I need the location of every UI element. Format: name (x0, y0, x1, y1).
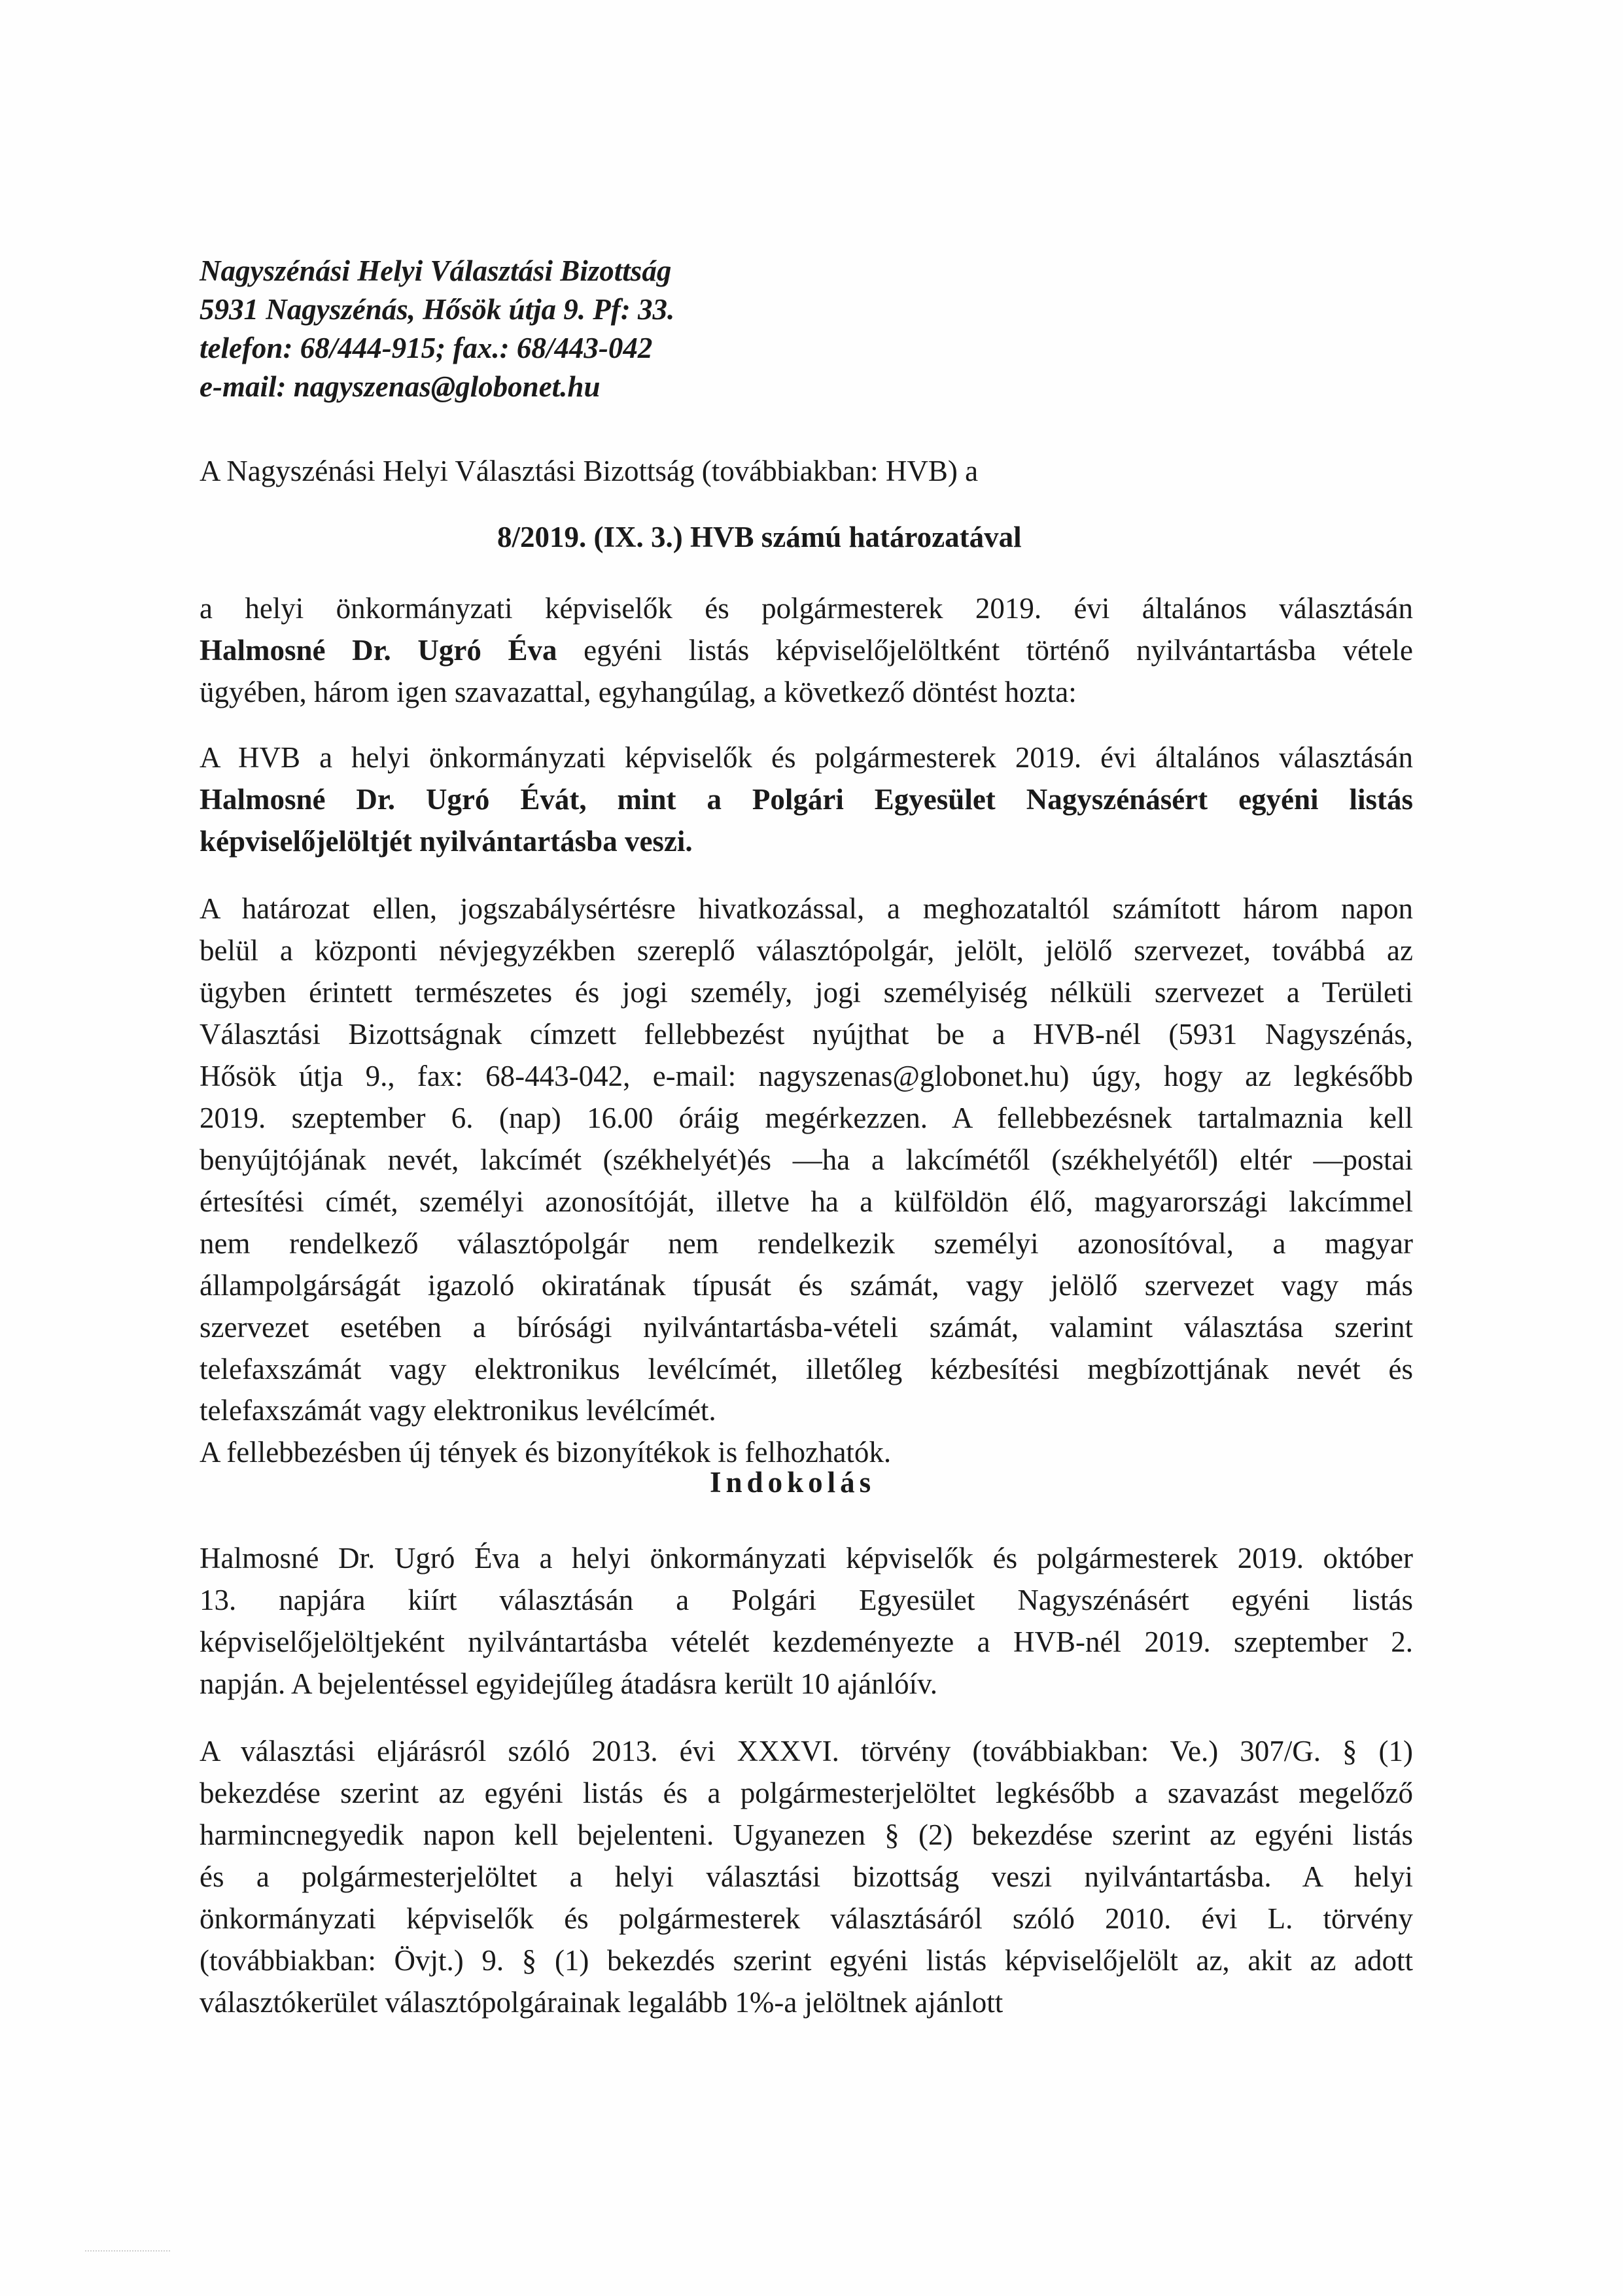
text-line: telefaxszámát vagy elektronikus levélcímét. (200, 1394, 716, 1427)
text-line: a helyi önkormányzati képviselők és polgármesterek 2019. évi általános választásán (200, 592, 1413, 625)
decision-operative-paragraph (200, 737, 1413, 862)
text-fragment: egyéni listás képviselőjelöltként történő nyilvántartásba vétele (557, 634, 1413, 667)
letterhead-org-name: Nagyszénási Helyi Választási Bizottság (200, 254, 672, 287)
decision-number: 8/2019. (IX. 3.) HVB számú határozatával (497, 521, 1022, 553)
text-line: (továbbiakban: Övjt.) 9. § (1) bekezdés szerint egyéni listás képviselőjelölt az, akit az adott (200, 1944, 1413, 1977)
candidate-name: Halmosné Dr. Ugró Éva (200, 634, 557, 667)
text-line: választókerület választópolgárainak legalább 1%-a jelöltnek ajánlott (200, 1986, 1003, 2019)
scan-artifact (85, 2250, 170, 2255)
text-line: 13. napjára kiírt választásán a Polgári Egyesület Nagyszénásért egyéni listás (200, 1584, 1413, 1616)
intro-line: A Nagyszénási Helyi Választási Bizottság (továbbiakban: HVB) a (200, 455, 979, 487)
text-line: napján. A bejelentéssel egyidejűleg átadásra került 10 ajánlóív. (200, 1667, 937, 1700)
text-line: Hősök útja 9., fax: 68-443-042, e-mail: nagyszenas@globonet.hu) úgy, hogy az legkésőbb (200, 1060, 1413, 1092)
text-line: telefaxszámát vagy elektronikus levélcímét, illetőleg kézbesítési megbízottjának nevét és (200, 1353, 1413, 1385)
text-line: képviselőjelöltjeként nyilvántartásba vételét kezdeményezte a HVB-nél 2019. szeptember 2. (200, 1626, 1413, 1658)
letterhead-email: e-mail: nagyszenas@globonet.hu (200, 370, 601, 403)
section-title-reasoning: Indokolás (710, 1466, 876, 1499)
text-line (200, 629, 1413, 671)
reasoning-paragraph-1 (200, 1537, 1413, 1705)
text-line: ügyében, három igen szavazattal, egyhangúlag, a következő döntést hozta: (200, 676, 1077, 708)
text-line: Halmosné Dr. Ugró Éva a helyi önkormányzati képviselők és polgármesterek 2019. október (200, 1542, 1413, 1574)
decision-subject-paragraph (200, 587, 1413, 713)
appeal-paragraph-end (200, 1389, 1413, 1473)
text-line: A határozat ellen, jogszabálysértésre hivatkozással, a meghozataltól számított három napon (200, 892, 1413, 925)
text-line: Választási Bizottságnak címzett fellebbezést nyújthat be a HVB-nél (5931 Nagyszénás, (200, 1018, 1413, 1051)
text-line-bold: képviselőjelöltjét nyilvántartásba veszi. (200, 825, 693, 858)
text-line: harmincnegyedik napon kell bejelenteni. Ugyanezen § (2) bekezdése szerint az egyéni listás (200, 1818, 1413, 1851)
text-line: nem rendelkező választópolgár nem rendelkezik személyi azonosítóval, a magyar (200, 1227, 1413, 1260)
text-line: szervezet esetében a bírósági nyilvántartásba-vételi számát, valamint választása szerint (200, 1311, 1413, 1344)
text-line: ügyben érintett természetes és jogi személy, jogi személyiség nélküli szervezet a Területi (200, 976, 1413, 1009)
text-line: állampolgárságát igazoló okiratának típusát és számát, vagy jelölő szervezet vagy más (200, 1269, 1413, 1302)
text-line: A választási eljárásról szóló 2013. évi XXXVI. törvény (továbbiakban: Ve.) 307/G. § (1) (200, 1735, 1413, 1767)
text-line: A fellebbezésben új tények és bizonyítékok is felhozhatók. (200, 1436, 892, 1469)
text-line: belül a központi névjegyzékben szereplő választópolgár, jelölt, jelölő szervezet, továbbá az (200, 934, 1413, 967)
text-line-bold: Halmosné Dr. Ugró Évát, mint a Polgári Egyesület Nagyszénásért egyéni listás (200, 783, 1413, 816)
text-line: és a polgármesterjelöltet a helyi választási bizottság veszi nyilvántartásba. A helyi (200, 1860, 1413, 1893)
letterhead (200, 252, 985, 406)
text-line: értesítési címét, személyi azonosítóját, illetve ha a külföldön élő, magyarországi lakcímmel (200, 1185, 1413, 1218)
intro-paragraph (200, 450, 1413, 492)
reasoning-paragraph-2 (200, 1730, 1413, 2023)
appeal-paragraph (200, 888, 1413, 1390)
letterhead-phone-fax: telefon: 68/444-915; fax.: 68/443-042 (200, 332, 653, 364)
text-line: A HVB a helyi önkormányzati képviselők és polgármesterek 2019. évi általános választásán (200, 741, 1413, 774)
letterhead-address: 5931 Nagyszénás, Hősök útja 9. Pf: 33. (200, 293, 675, 326)
text-line: benyújtójának nevét, lakcímét (székhelyét)és —ha a lakcímétől (székhelyétől) eltér —postai (200, 1143, 1413, 1176)
text-line: önkormányzati képviselők és polgármesterek választásáról szóló 2010. évi L. törvény (200, 1902, 1413, 1935)
text-line: 2019. szeptember 6. (nap) 16.00 óráig megérkezzen. A fellebbezésnek tartalmaznia kell (200, 1102, 1413, 1134)
text-line: bekezdése szerint az egyéni listás és a polgármesterjelöltet legkésőbb a szavazást megelőző (200, 1777, 1413, 1809)
